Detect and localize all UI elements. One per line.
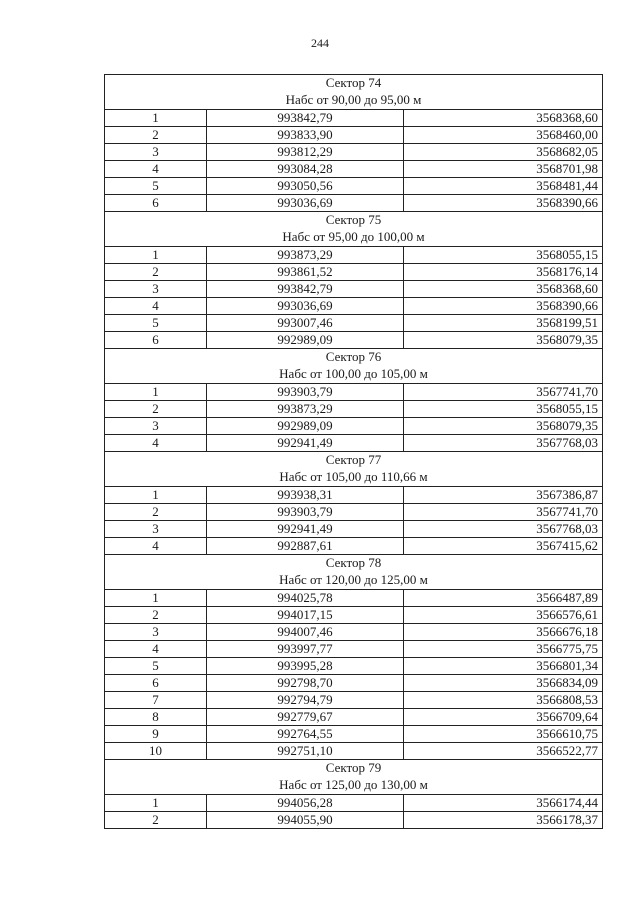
table-row bbox=[105, 298, 603, 315]
y-coordinate-cell: 3566178,37 bbox=[404, 812, 603, 829]
table-row bbox=[105, 384, 603, 401]
point-number-cell: 4 bbox=[105, 298, 207, 315]
x-coordinate-cell: 993842,79 bbox=[207, 110, 404, 127]
table-row bbox=[105, 675, 603, 692]
x-coordinate-cell: 993873,29 bbox=[207, 401, 404, 418]
y-coordinate-cell: 3566834,09 bbox=[404, 675, 603, 692]
y-coordinate-cell: 3568460,00 bbox=[404, 127, 603, 144]
sector-header bbox=[105, 75, 603, 110]
y-coordinate-cell: 3566801,34 bbox=[404, 658, 603, 675]
x-coordinate-cell: 992779,67 bbox=[207, 709, 404, 726]
sector-height-range: Набс от 90,00 до 95,00 м bbox=[285, 92, 422, 107]
x-coordinate-cell: 994055,90 bbox=[207, 812, 404, 829]
point-number-cell: 1 bbox=[105, 487, 207, 504]
y-coordinate-cell: 3566709,64 bbox=[404, 709, 603, 726]
x-coordinate-cell: 993873,29 bbox=[207, 247, 404, 264]
point-number-cell: 1 bbox=[105, 590, 207, 607]
table-row bbox=[105, 264, 603, 281]
point-number-cell: 1 bbox=[105, 110, 207, 127]
sector-height-range: Набс от 120,00 до 125,00 м bbox=[279, 572, 428, 587]
table-row bbox=[105, 726, 603, 743]
x-coordinate-cell: 992887,61 bbox=[207, 538, 404, 555]
table-row bbox=[105, 521, 603, 538]
x-coordinate-cell: 993007,46 bbox=[207, 315, 404, 332]
x-coordinate-cell: 994025,78 bbox=[207, 590, 404, 607]
y-coordinate-cell: 3566487,89 bbox=[404, 590, 603, 607]
y-coordinate-cell: 3568682,05 bbox=[404, 144, 603, 161]
table-row bbox=[105, 709, 603, 726]
page-number: 244 bbox=[311, 36, 329, 50]
y-coordinate-cell: 3567415,62 bbox=[404, 538, 603, 555]
x-coordinate-cell: 993997,77 bbox=[207, 641, 404, 658]
point-number-cell: 8 bbox=[105, 709, 207, 726]
x-coordinate-cell: 994007,46 bbox=[207, 624, 404, 641]
x-coordinate-cell: 993050,56 bbox=[207, 178, 404, 195]
table-row bbox=[105, 315, 603, 332]
y-coordinate-cell: 3568176,14 bbox=[404, 264, 603, 281]
x-coordinate-cell: 993903,79 bbox=[207, 384, 404, 401]
y-coordinate-cell: 3568390,66 bbox=[404, 195, 603, 212]
point-number-cell: 2 bbox=[105, 812, 207, 829]
table-row bbox=[105, 418, 603, 435]
x-coordinate-cell: 992941,49 bbox=[207, 435, 404, 452]
sector-header bbox=[105, 349, 603, 384]
y-coordinate-cell: 3568079,35 bbox=[404, 418, 603, 435]
y-coordinate-cell: 3567741,70 bbox=[404, 384, 603, 401]
sector-header bbox=[105, 452, 603, 487]
table-row bbox=[105, 161, 603, 178]
x-coordinate-cell: 993842,79 bbox=[207, 281, 404, 298]
point-number-cell: 3 bbox=[105, 281, 207, 298]
point-number-cell: 4 bbox=[105, 435, 207, 452]
y-coordinate-cell: 3568368,60 bbox=[404, 281, 603, 298]
table-row bbox=[105, 281, 603, 298]
x-coordinate-cell: 994056,28 bbox=[207, 795, 404, 812]
table-row bbox=[105, 538, 603, 555]
sector-title: Сектор 78 bbox=[325, 555, 382, 570]
point-number-cell: 5 bbox=[105, 178, 207, 195]
coordinates-table bbox=[104, 74, 603, 829]
point-number-cell: 5 bbox=[105, 658, 207, 675]
table-row bbox=[105, 110, 603, 127]
table-row bbox=[105, 195, 603, 212]
x-coordinate-cell: 992764,55 bbox=[207, 726, 404, 743]
sector-height-range: Набс от 125,00 до 130,00 м bbox=[279, 777, 428, 792]
table-row bbox=[105, 144, 603, 161]
sector-header-row bbox=[105, 349, 603, 384]
x-coordinate-cell: 992798,70 bbox=[207, 675, 404, 692]
point-number-cell: 4 bbox=[105, 538, 207, 555]
point-number-cell: 10 bbox=[105, 743, 207, 760]
x-coordinate-cell: 993938,31 bbox=[207, 487, 404, 504]
point-number-cell: 3 bbox=[105, 521, 207, 538]
point-number-cell: 6 bbox=[105, 195, 207, 212]
sector-title: Сектор 76 bbox=[325, 349, 382, 364]
table-row bbox=[105, 743, 603, 760]
x-coordinate-cell: 993903,79 bbox=[207, 504, 404, 521]
x-coordinate-cell: 993084,28 bbox=[207, 161, 404, 178]
point-number-cell: 2 bbox=[105, 264, 207, 281]
x-coordinate-cell: 993036,69 bbox=[207, 298, 404, 315]
point-number-cell: 3 bbox=[105, 418, 207, 435]
sector-header-row bbox=[105, 452, 603, 487]
table-row bbox=[105, 658, 603, 675]
x-coordinate-cell: 993861,52 bbox=[207, 264, 404, 281]
y-coordinate-cell: 3567741,70 bbox=[404, 504, 603, 521]
point-number-cell: 6 bbox=[105, 332, 207, 349]
y-coordinate-cell: 3568701,98 bbox=[404, 161, 603, 178]
sector-header bbox=[105, 555, 603, 590]
table-row bbox=[105, 487, 603, 504]
sector-header-row bbox=[105, 555, 603, 590]
table-row bbox=[105, 795, 603, 812]
y-coordinate-cell: 3568055,15 bbox=[404, 401, 603, 418]
y-coordinate-cell: 3568390,66 bbox=[404, 298, 603, 315]
table-row bbox=[105, 247, 603, 264]
x-coordinate-cell: 993036,69 bbox=[207, 195, 404, 212]
y-coordinate-cell: 3568199,51 bbox=[404, 315, 603, 332]
point-number-cell: 3 bbox=[105, 144, 207, 161]
table-row bbox=[105, 692, 603, 709]
table-row bbox=[105, 624, 603, 641]
sector-title: Сектор 77 bbox=[325, 452, 382, 467]
x-coordinate-cell: 992941,49 bbox=[207, 521, 404, 538]
y-coordinate-cell: 3568079,35 bbox=[404, 332, 603, 349]
point-number-cell: 6 bbox=[105, 675, 207, 692]
y-coordinate-cell: 3567768,03 bbox=[404, 521, 603, 538]
point-number-cell: 1 bbox=[105, 384, 207, 401]
x-coordinate-cell: 993833,90 bbox=[207, 127, 404, 144]
y-coordinate-cell: 3567386,87 bbox=[404, 487, 603, 504]
point-number-cell: 7 bbox=[105, 692, 207, 709]
sector-header bbox=[105, 760, 603, 795]
y-coordinate-cell: 3567768,03 bbox=[404, 435, 603, 452]
y-coordinate-cell: 3566576,61 bbox=[404, 607, 603, 624]
point-number-cell: 2 bbox=[105, 401, 207, 418]
point-number-cell: 2 bbox=[105, 504, 207, 521]
y-coordinate-cell: 3566174,44 bbox=[404, 795, 603, 812]
sector-header-row bbox=[105, 212, 603, 247]
sector-height-range: Набс от 100,00 до 105,00 м bbox=[279, 366, 428, 381]
point-number-cell: 3 bbox=[105, 624, 207, 641]
y-coordinate-cell: 3568055,15 bbox=[404, 247, 603, 264]
point-number-cell: 2 bbox=[105, 607, 207, 624]
sector-header-row bbox=[105, 75, 603, 110]
sector-height-range: Набс от 105,00 до 110,66 м bbox=[279, 469, 428, 484]
point-number-cell: 4 bbox=[105, 161, 207, 178]
table-row bbox=[105, 401, 603, 418]
table-row bbox=[105, 332, 603, 349]
table-row bbox=[105, 641, 603, 658]
y-coordinate-cell: 3566522,77 bbox=[404, 743, 603, 760]
sector-title: Сектор 79 bbox=[325, 760, 382, 775]
sector-header-row bbox=[105, 760, 603, 795]
table-row bbox=[105, 607, 603, 624]
table-row bbox=[105, 127, 603, 144]
y-coordinate-cell: 3566676,18 bbox=[404, 624, 603, 641]
point-number-cell: 1 bbox=[105, 247, 207, 264]
x-coordinate-cell: 992794,79 bbox=[207, 692, 404, 709]
sector-height-range: Набс от 95,00 до 100,00 м bbox=[282, 229, 425, 244]
x-coordinate-cell: 992989,09 bbox=[207, 332, 404, 349]
table-row bbox=[105, 435, 603, 452]
x-coordinate-cell: 993812,29 bbox=[207, 144, 404, 161]
x-coordinate-cell: 992989,09 bbox=[207, 418, 404, 435]
table-row bbox=[105, 178, 603, 195]
table-row bbox=[105, 504, 603, 521]
x-coordinate-cell: 994017,15 bbox=[207, 607, 404, 624]
point-number-cell: 2 bbox=[105, 127, 207, 144]
point-number-cell: 5 bbox=[105, 315, 207, 332]
coordinates-table-body bbox=[105, 75, 603, 829]
point-number-cell: 9 bbox=[105, 726, 207, 743]
y-coordinate-cell: 3568368,60 bbox=[404, 110, 603, 127]
y-coordinate-cell: 3566775,75 bbox=[404, 641, 603, 658]
sector-title: Сектор 75 bbox=[325, 212, 382, 227]
sector-header bbox=[105, 212, 603, 247]
y-coordinate-cell: 3566610,75 bbox=[404, 726, 603, 743]
x-coordinate-cell: 993995,28 bbox=[207, 658, 404, 675]
y-coordinate-cell: 3568481,44 bbox=[404, 178, 603, 195]
point-number-cell: 4 bbox=[105, 641, 207, 658]
point-number-cell: 1 bbox=[105, 795, 207, 812]
y-coordinate-cell: 3566808,53 bbox=[404, 692, 603, 709]
table-row bbox=[105, 590, 603, 607]
table-row bbox=[105, 812, 603, 829]
x-coordinate-cell: 992751,10 bbox=[207, 743, 404, 760]
sector-title: Сектор 74 bbox=[325, 75, 382, 90]
